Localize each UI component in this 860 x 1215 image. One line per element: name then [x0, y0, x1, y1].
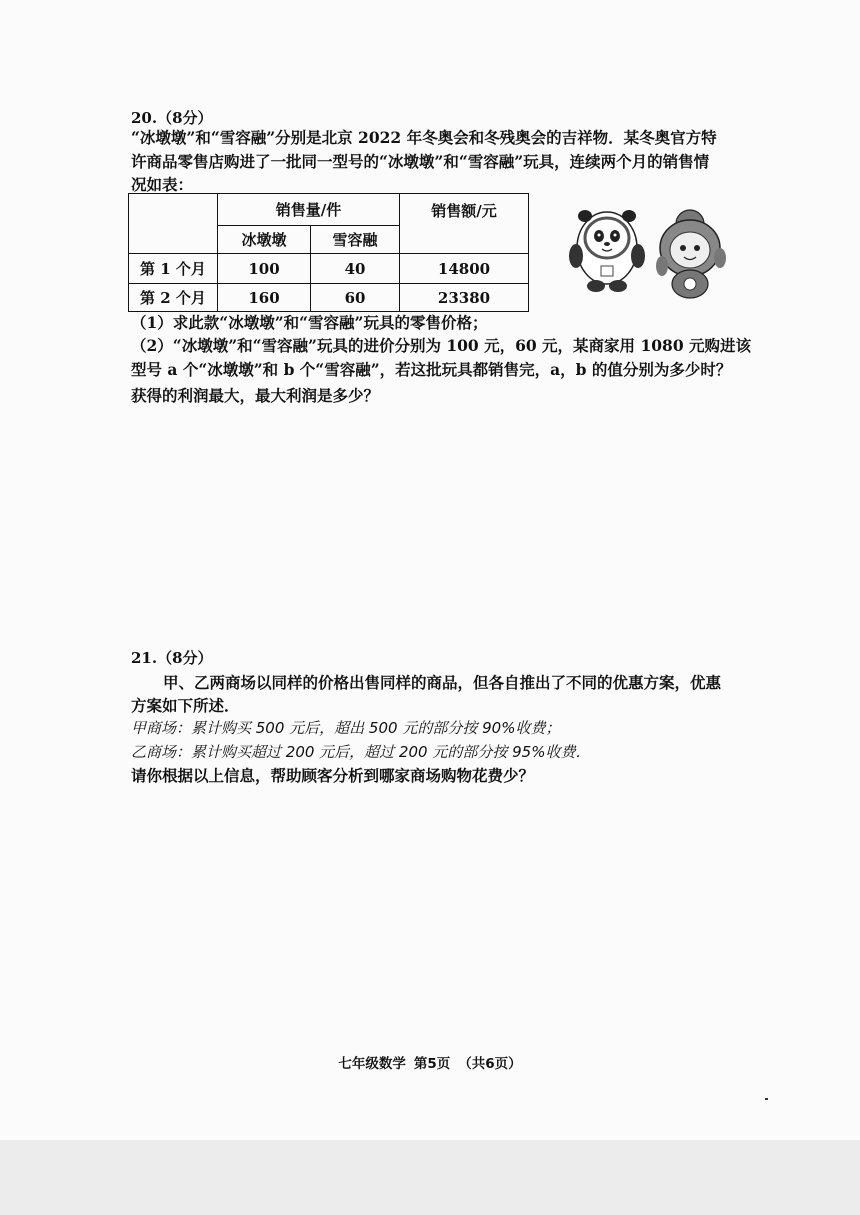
scan-speck — [765, 1098, 768, 1100]
cell-bdd: 100 — [218, 254, 311, 284]
cell-amount: 23380 — [400, 284, 529, 312]
cell-xrr: 60 — [311, 284, 400, 312]
footer-total: （共6页） — [458, 1056, 522, 1072]
table-corner — [129, 194, 218, 254]
q20-part2-line3: 获得的利润最大，最大利润是多少？ — [131, 386, 380, 405]
q21-title: 21.（8分） — [131, 649, 213, 667]
header-sales-amount: 销售额/元 — [400, 194, 529, 254]
q20-part2-line2: 型号 a 个“冰墩墩”和 b 个“雪容融”，若这批玩具都销售完，a，b 的值分别为多少时？ — [131, 360, 732, 379]
q20-line1: “冰墩墩”和“雪容融”分别是北京 2022 年冬奥会和冬残奥会的吉祥物．某冬奥官方特 — [131, 128, 717, 147]
table-row — [129, 284, 529, 312]
row-label: 第 1 个月 — [129, 254, 218, 284]
q20-line3: 况如表： — [131, 175, 194, 194]
cell-bdd: 160 — [218, 284, 311, 312]
q21-line2: 方案如下所述． — [131, 696, 240, 715]
q20-part1: （1）求此款“冰墩墩”和“雪容融”玩具的零售价格； — [131, 313, 488, 332]
col-xuerongrong: 雪容融 — [311, 226, 400, 254]
mascot-illustration — [562, 196, 742, 306]
q20-part2-line1: （2）“冰墩墩”和“雪容融”玩具的进价分别为 100 元，60 元，某商家用 1080 元购进该 — [131, 336, 751, 355]
table-row — [129, 254, 529, 284]
panda-mascot-icon — [569, 210, 645, 292]
cell-amount: 14800 — [400, 254, 529, 284]
footer-page: 第5页 — [413, 1056, 451, 1072]
col-bingdundun: 冰墩墩 — [218, 226, 311, 254]
page-footer — [0, 1052, 860, 1072]
sales-table — [128, 193, 529, 312]
cell-xrr: 40 — [311, 254, 400, 284]
q21-question: 请你根据以上信息，帮助顾客分析到哪家商场购物花费少？ — [131, 766, 535, 785]
q21-mall-a: 甲商场：累计购买 500 元后，超出 500 元的部分按 90%收费； — [131, 719, 561, 737]
row-label: 第 2 个月 — [129, 284, 218, 312]
scan-margin — [0, 1140, 860, 1215]
header-sales-qty: 销售量/件 — [218, 194, 400, 226]
q21-line1: 甲、乙两商场以同样的价格出售同样的商品，但各自推出了不同的优惠方案，优惠 — [163, 673, 722, 692]
footer-subject: 七年级数学 — [338, 1056, 406, 1072]
q21-mall-b: 乙商场：累计购买超过 200 元后，超过 200 元的部分按 95%收费． — [131, 743, 591, 761]
q20-line2: 许商品零售店购进了一批同一型号的“冰墩墩”和“雪容融”玩具，连续两个月的销售情 — [131, 152, 710, 171]
q20-title: 20.（8分） — [131, 109, 213, 127]
lantern-mascot-icon — [656, 210, 726, 298]
